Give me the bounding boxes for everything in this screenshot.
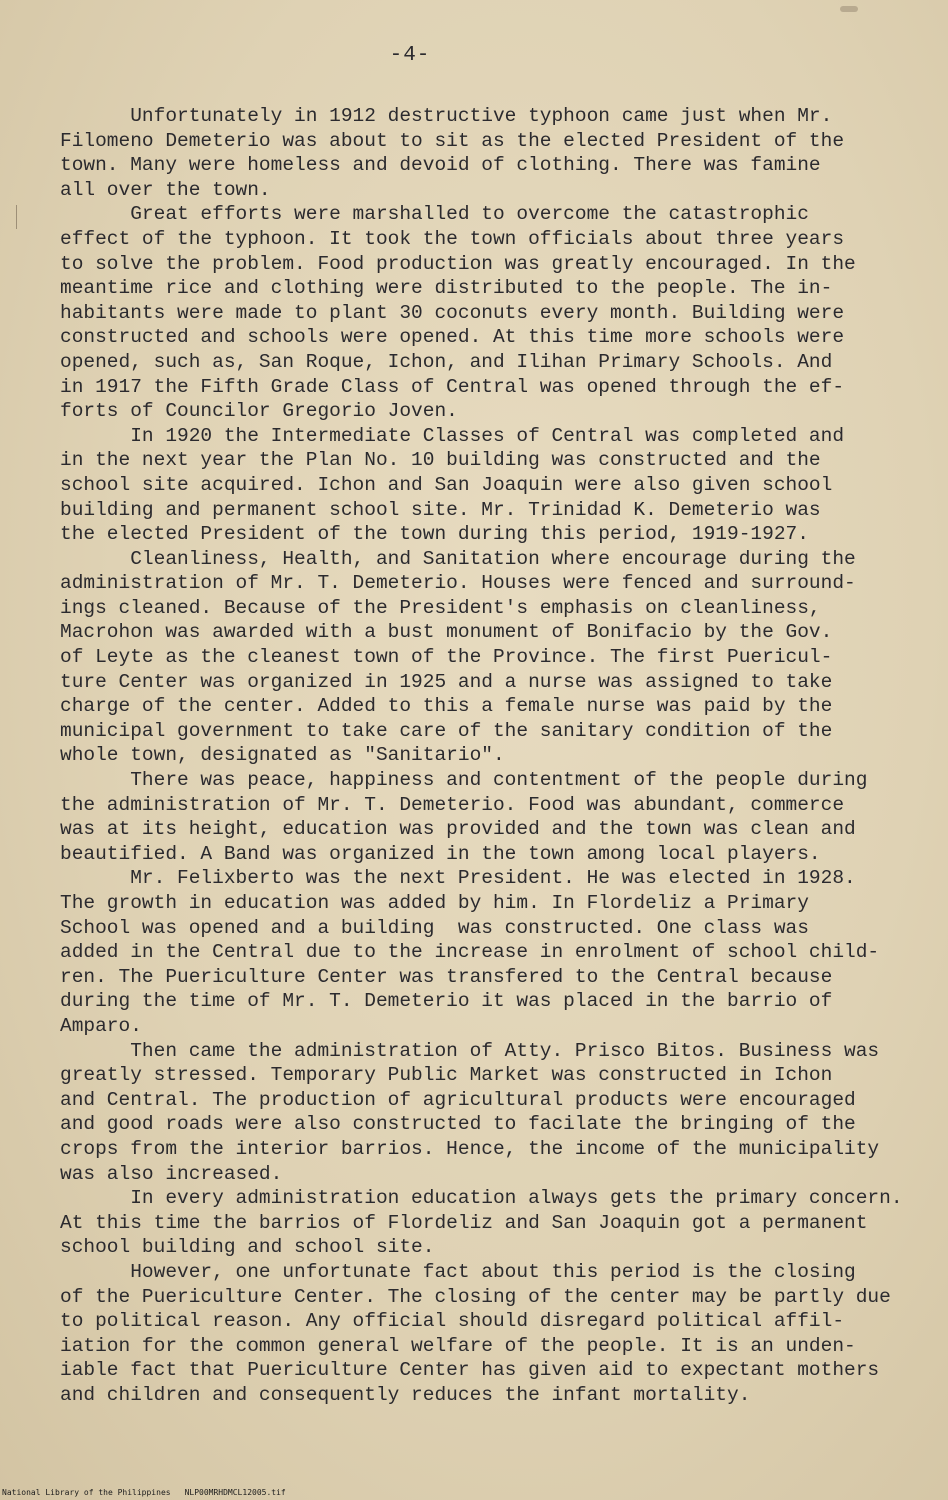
text-line: of the Puericulture Center. The closing of the center may be partly due [60,1285,891,1308]
text-line: beautified. A Band was organized in the town among local players. [60,842,821,865]
paragraph [60,866,930,1038]
text-line: effect of the typhoon. It took the town officials about three years [60,227,845,250]
text-line: charge of the center. Added to this a female nurse was paid by the [60,695,833,718]
text-line: Great efforts were marshalled to overcome the catastrophic [60,203,809,226]
text-line: The growth in education was added by him. In Flordeliz a Primary [60,892,809,914]
text-line: crops from the interior barrios. Hence, the income of the municipality [60,1137,880,1160]
text-line: in the next year the Plan No. 10 building was constructed and the [60,449,821,472]
text-line: and children and consequently reduces the infant mortality. [60,1383,751,1406]
text-line: forts of Councilor Gregorio Joven. [60,400,458,423]
text-line: Macrohon was awarded with a bust monument of Bonifacio by the Gov. [60,621,833,644]
text-line: school building and school site. [60,1236,435,1259]
paragraph [60,547,930,768]
text-line: in 1917 the Fifth Grade Class of Central was opened through the ef- [60,375,845,398]
margin-mark [16,205,17,229]
text-line: school site acquired. Ichon and San Joaquin were also given school [60,473,833,496]
text-line: School was opened and a building was constructed. One class was [60,916,809,939]
text-line: In 1920 the Intermediate Classes of Central was completed and [60,424,845,447]
text-line: constructed and schools were opened. At this time more schools were [60,326,845,349]
text-line: and good roads were also constructed to facilate the bringing of the [60,1113,856,1136]
text-line: iable fact that Puericulture Center has given aid to expectant mothers [60,1359,880,1382]
text-line: Unfortunately in 1912 destructive typhoon came just when Mr. [60,105,833,127]
scan-filename: NLP00MRHDMCL12005.tif [184,1488,286,1497]
paragraph [60,104,930,202]
text-line: whole town, designated as "Sanitario". [60,744,505,767]
text-line: Cleanliness, Health, and Sanitation where encourage during the [60,547,856,570]
text-line: municipal government to take care of the sanitary condition of the [60,719,833,742]
text-line: was at its height, education was provided and the town was clean and [60,818,856,841]
paragraph [60,1039,930,1187]
paragraph [60,768,930,866]
paragraph [60,202,930,423]
text-line: town. Many were homeless and devoid of clothing. There was famine [60,154,821,177]
text-line: greatly stressed. Temporary Public Market was constructed in Ichon [60,1064,833,1087]
paragraph [60,424,930,547]
text-line: opened, such as, San Roque, Ichon, and Ilihan Primary Schools. And [60,350,833,373]
text-line: added in the Central due to the increase in enrolment of school child- [60,941,880,964]
text-line: ren. The Puericulture Center was transfered to the Central because [60,965,833,988]
text-line: all over the town. [60,178,271,201]
text-line: ture Center was organized in 1925 and a nurse was assigned to take [60,670,833,693]
text-line: There was peace, happiness and contentment of the people during [60,769,868,792]
text-line: Mr. Felixberto was the next President. He was elected in 1928. [60,867,856,890]
text-line: to political reason. Any official should disregard political affil- [60,1310,845,1333]
paper-speck [840,6,858,12]
text-line: during the time of Mr. T. Demeterio it was placed in the barrio of [60,990,833,1013]
page-number: -4- [389,44,431,67]
text-line: However, one unfortunate fact about this period is the closing [60,1260,856,1283]
text-line: and Central. The production of agricultural products were encouraged [60,1088,856,1111]
paragraph [60,1260,930,1408]
text-line: building and permanent school site. Mr. Trinidad K. Demeterio was [60,498,821,521]
text-line: of Leyte as the cleanest town of the Province. The first Puericul- [60,646,833,669]
text-line: Filomeno Demeterio was about to sit as the elected President of the [60,129,845,152]
text-line: Amparo. [60,1014,142,1037]
body-text [60,104,930,1407]
paragraph [60,1186,930,1260]
library-credit: National Library of the Philippines [2,1488,171,1497]
text-line: the administration of Mr. T. Demeterio. Food was abundant, commerce [60,793,845,816]
text-line: the elected President of the town during this period, 1919-1927. [60,523,809,546]
text-line: Then came the administration of Atty. Prisco Bitos. Business was [60,1039,880,1062]
text-line: habitants were made to plant 30 coconuts every month. Building were [60,301,845,324]
text-line: meantime rice and clothing were distributed to the people. The in- [60,277,833,300]
text-line: iation for the common general welfare of the people. It is an unden- [60,1334,856,1357]
text-line: ings cleaned. Because of the President's emphasis on cleanliness, [60,596,821,619]
text-line: In every administration education always gets the primary concern. [60,1187,903,1210]
scan-footer [2,1488,300,1497]
text-line: was also increased. [60,1162,283,1185]
text-line: administration of Mr. T. Demeterio. Houses were fenced and surround- [60,572,856,595]
text-line: At this time the barrios of Flordeliz and San Joaquin got a permanent [60,1211,868,1234]
text-line: to solve the problem. Food production was greatly encouraged. In the [60,252,856,275]
